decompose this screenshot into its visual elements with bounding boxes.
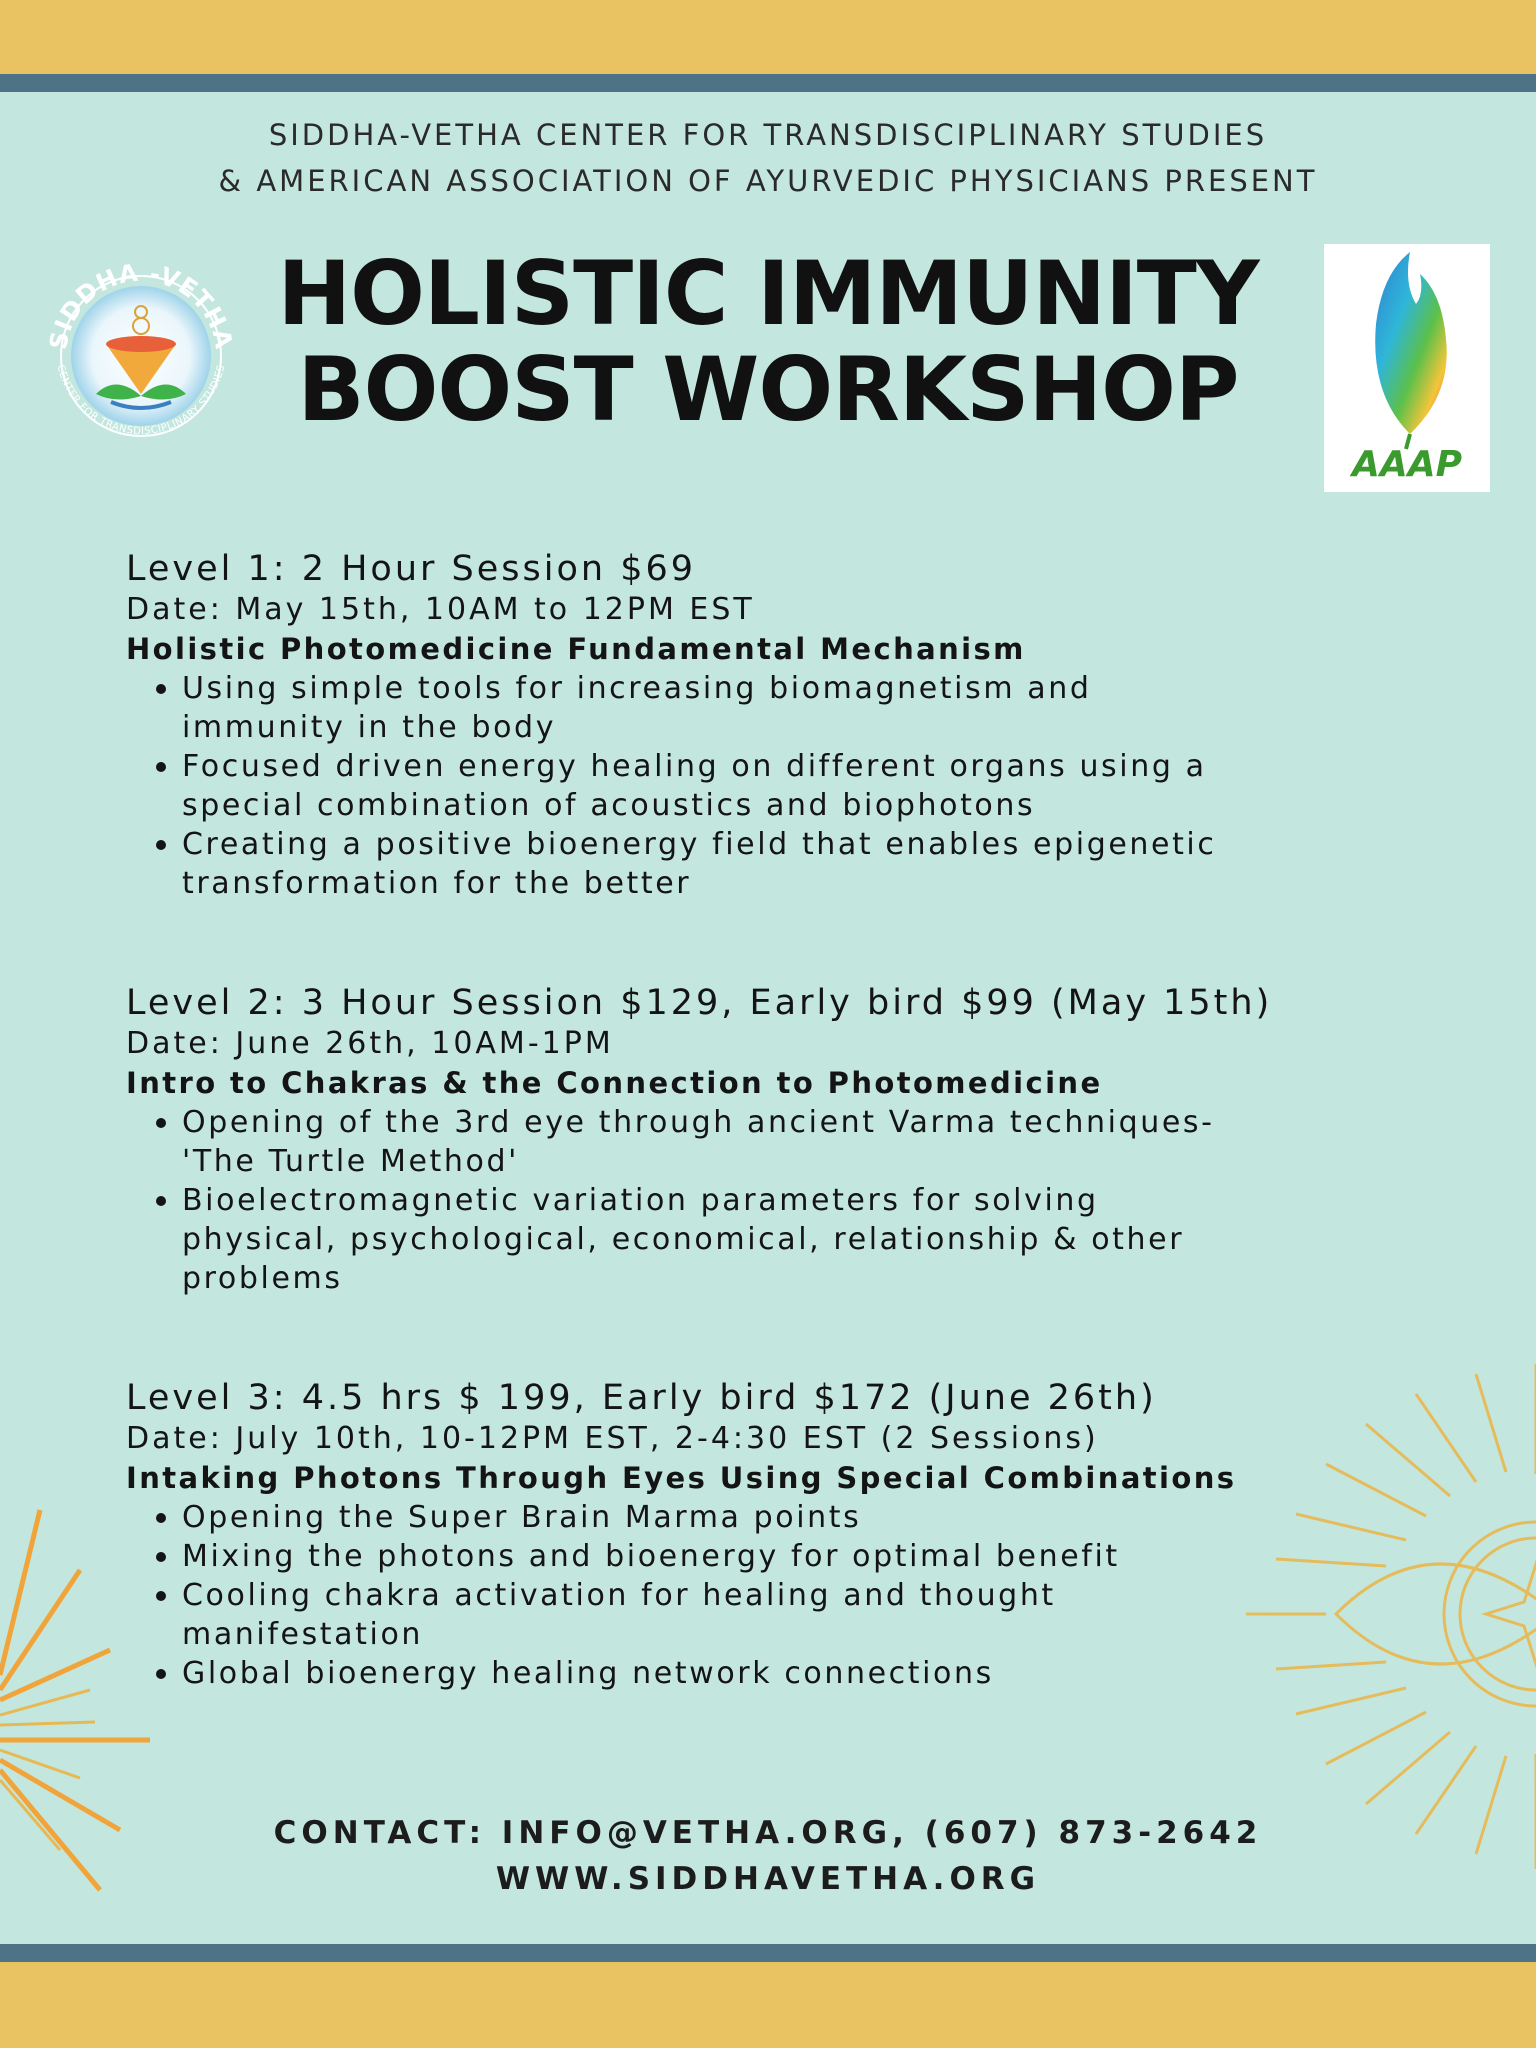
list-item bbox=[182, 825, 1426, 903]
list-item-line: manifestation bbox=[182, 1617, 424, 1652]
list-item bbox=[182, 747, 1426, 825]
siddha-vetha-logo bbox=[36, 244, 246, 454]
level-1-section bbox=[126, 547, 1426, 903]
title-line-2: BOOST WORKSHOP bbox=[297, 338, 1239, 441]
level-1-subtitle: Holistic Photomedicine Fundamental Mechanism bbox=[126, 632, 1026, 666]
logo-ring-text: CENTER FOR TRANSDISCIPLINARY STUDIES bbox=[54, 363, 228, 438]
level-2-subtitle: Intro to Chakras & the Connection to Photomedicine bbox=[126, 1066, 1103, 1100]
list-item-line: Opening of the 3rd eye through ancient Varma techniques- bbox=[182, 1105, 1215, 1140]
list-item-line: Creating a positive bioenergy field that enables epigenetic bbox=[182, 827, 1217, 862]
top-stripe bbox=[0, 74, 1536, 92]
list-item-line: physical, psychological, economical, relationship & other bbox=[182, 1222, 1185, 1257]
level-2-bullets bbox=[126, 1103, 1426, 1298]
list-item-line: immunity in the body bbox=[182, 710, 557, 745]
list-item-line: Using simple tools for increasing biomagnetism and bbox=[182, 671, 1092, 706]
level-3-section bbox=[126, 1376, 1426, 1693]
list-item-line: Mixing the photons and bioenergy for optimal benefit bbox=[182, 1539, 1120, 1574]
presenter-header bbox=[0, 112, 1536, 204]
top-color-band bbox=[0, 0, 1536, 74]
level-2-date: Date: June 26th, 10AM-1PM bbox=[126, 1026, 614, 1061]
list-item-line: Global bioenergy healing network connections bbox=[182, 1656, 994, 1691]
list-item-line: Cooling chakra activation for healing and thought bbox=[182, 1578, 1056, 1613]
list-item-line: problems bbox=[182, 1261, 343, 1296]
list-item-line: 'The Turtle Method' bbox=[182, 1144, 519, 1179]
list-item bbox=[182, 1654, 1426, 1693]
level-3-subtitle: Intaking Photons Through Eyes Using Special Combinations bbox=[126, 1461, 1237, 1495]
list-item-line: Focused driven energy healing on different organs using a bbox=[182, 749, 1207, 784]
presenter-line-1: SIDDHA-VETHA CENTER FOR TRANSDISCIPLINARY STUDIES bbox=[268, 118, 1268, 152]
bottom-stripe bbox=[0, 1944, 1536, 1962]
level-3-bullets bbox=[126, 1498, 1426, 1693]
level-3-heading: Level 3: 4.5 hrs $ 199, Early bird $172 (June 26th) bbox=[126, 1378, 1157, 1418]
level-1-heading: Level 1: 2 Hour Session $69 bbox=[126, 549, 696, 589]
list-item-line: Opening the Super Brain Marma points bbox=[182, 1500, 862, 1535]
list-item bbox=[182, 1576, 1426, 1654]
list-item bbox=[182, 1498, 1426, 1537]
website-line: WWW.SIDDHAVETHA.ORG bbox=[495, 1861, 1041, 1897]
list-item bbox=[182, 1537, 1426, 1576]
list-item-line: special combination of acoustics and biophotons bbox=[182, 788, 1036, 823]
contact-line: CONTACT: INFO@VETHA.ORG, (607) 873-2642 bbox=[273, 1815, 1263, 1851]
level-2-heading: Level 2: 3 Hour Session $129, Early bird $99 (May 15th) bbox=[126, 983, 1273, 1023]
bottom-color-band bbox=[0, 1962, 1536, 2048]
level-2-section bbox=[126, 981, 1426, 1298]
workshop-title bbox=[250, 242, 1286, 441]
level-1-bullets bbox=[126, 669, 1426, 903]
aaap-logo bbox=[1324, 244, 1490, 492]
list-item bbox=[182, 669, 1426, 747]
list-item bbox=[182, 1103, 1426, 1181]
contact-footer bbox=[0, 1810, 1536, 1902]
level-3-date: Date: July 10th, 10-12PM EST, 2-4:30 EST (2 Sessions) bbox=[126, 1421, 1099, 1456]
presenter-line-2: & AMERICAN ASSOCIATION OF AYURVEDIC PHYSICIANS PRESENT bbox=[218, 164, 1318, 198]
list-item bbox=[182, 1181, 1426, 1298]
logo-arc-text: SIDDHA -VETHA bbox=[44, 258, 238, 352]
aaap-logo-text: AAAP bbox=[1352, 444, 1462, 485]
list-item-line: Bioelectromagnetic variation parameters for solving bbox=[182, 1183, 1099, 1218]
list-item-line: transformation for the better bbox=[182, 866, 692, 901]
title-line-1: HOLISTIC IMMUNITY bbox=[277, 242, 1259, 345]
level-1-date: Date: May 15th, 10AM to 12PM EST bbox=[126, 592, 755, 627]
